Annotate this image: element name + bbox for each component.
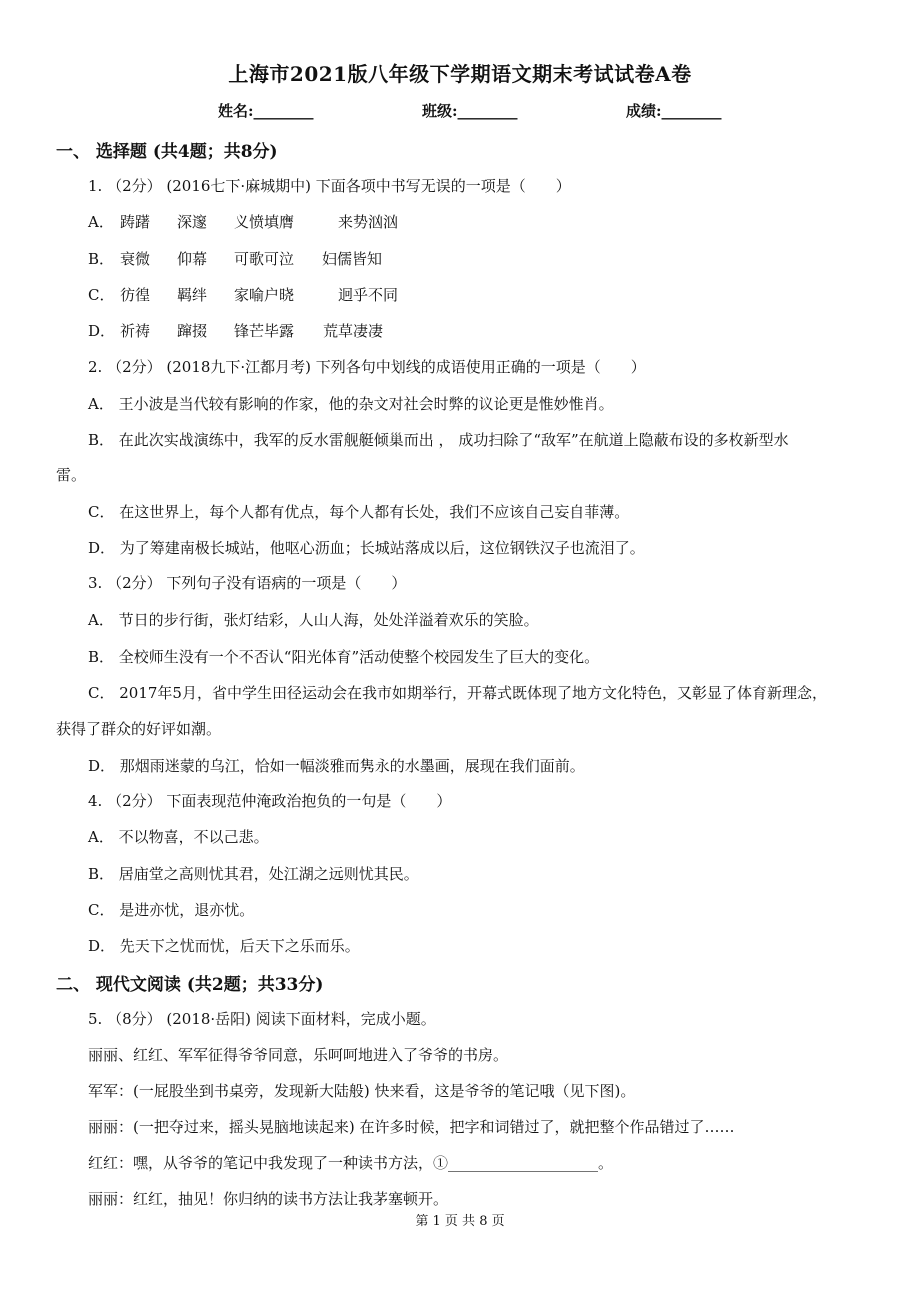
question-1-option-b bbox=[88, 248, 382, 269]
question-4-option-c: C． 是进亦忧，退亦忧。 bbox=[88, 901, 255, 919]
question-5-stem: 5. （8分） (2018·岳阳) 阅读下面材料，完成小题。 bbox=[88, 1010, 436, 1028]
option-letter: C． bbox=[88, 286, 115, 304]
passage-line: 丽丽：(一把夺过来，摇头晃脑地读起来) 在许多时候，把字和词错过了，就把整个作品错过了…… bbox=[88, 1118, 735, 1136]
question-3-option-c: C． 2017年5月，省中学生田径运动会在我市如期举行，开幕式既体现了地方文化特色，又彰显了体育新理念， bbox=[88, 684, 827, 702]
question-2-stem: 2. （2分） (2018九下·江都月考) 下列各句中划线的成语使用正确的一项是（ ） bbox=[88, 358, 646, 376]
question-1-stem: 1. （2分） (2016七下·麻城期中) 下面各项中书写无误的一项是（ ） bbox=[88, 177, 571, 195]
question-2-option-c: C． 在这世界上，每个人都有优点，每个人都有长处，我们不应该自己妄自菲薄。 bbox=[88, 503, 630, 521]
question-1-option-d bbox=[88, 320, 383, 341]
option-letter: D． bbox=[88, 322, 116, 340]
option-word: 义愤填膺 bbox=[234, 213, 295, 231]
section-heading-reading: 二、 现代文阅读 (共2题；共33分) bbox=[56, 975, 324, 995]
question-1-option-c bbox=[88, 284, 398, 305]
option-word: 来势汹汹 bbox=[338, 213, 399, 231]
page-title: 上海市2021版八年级下学期语文期末考试试卷A卷 bbox=[228, 62, 692, 86]
question-4-option-a: A． 不以物喜，不以己悲。 bbox=[88, 828, 269, 846]
option-word: 衰微 bbox=[120, 250, 151, 268]
name-field: 姓名:________ bbox=[218, 102, 314, 120]
question-1-option-a bbox=[88, 211, 398, 232]
question-2-option-b-cont: 雷。 bbox=[56, 466, 87, 484]
question-3-option-d: D． 那烟雨迷蒙的乌江，恰如一幅淡雅而隽永的水墨画，展现在我们面前。 bbox=[88, 757, 585, 775]
score-field: 成绩:________ bbox=[626, 102, 722, 120]
question-4-stem: 4. （2分） 下面表现范仲淹政治抱负的一句是（ ） bbox=[88, 792, 452, 810]
question-3-option-c-cont: 获得了群众的好评如潮。 bbox=[56, 720, 222, 738]
option-letter: A． bbox=[88, 213, 114, 231]
option-word: 踌躇 bbox=[120, 213, 151, 231]
page-footer: 第 1 页 共 8 页 bbox=[415, 1214, 505, 1229]
question-2-option-b: B． 在此次实战演练中，我军的反水雷舰艇倾巢而出 ， 成功扫除了“敌军”在航道上隐蔽布设的多枚新型水 bbox=[88, 431, 789, 449]
question-3-option-b: B． 全校师生没有一个不否认“阳光体育”活动使整个校园发生了巨大的变化。 bbox=[88, 648, 600, 666]
option-word: 祈祷 bbox=[120, 322, 151, 340]
passage-line: 丽丽：红红，抽见！你归纳的读书方法让我茅塞顿开。 bbox=[88, 1190, 449, 1208]
question-4-option-d: D． 先天下之忧而忧，后天下之乐而乐。 bbox=[88, 937, 360, 955]
option-word: 妇儒皆知 bbox=[322, 250, 383, 268]
question-3-stem: 3. （2分） 下列句子没有语病的一项是（ ） bbox=[88, 574, 407, 592]
class-field: 班级:________ bbox=[422, 102, 518, 120]
option-letter: B． bbox=[88, 250, 115, 268]
option-word: 蹿掇 bbox=[177, 322, 208, 340]
section-heading-choice: 一、 选择题 (共4题；共8分) bbox=[56, 142, 278, 162]
question-2-option-a: A． 王小波是当代较有影响的作家，他的杂文对社会时弊的议论更是惟妙惟肖。 bbox=[88, 395, 614, 413]
passage-line: 红红：嘿，从爷爷的笔记中我发现了一种读书方法，①____________________。 bbox=[88, 1154, 614, 1172]
option-word: 家喻户晓 bbox=[234, 286, 295, 304]
question-4-option-b: B． 居庙堂之高则忧其君，处江湖之远则忧其民。 bbox=[88, 865, 419, 883]
question-2-option-d: D． 为了筹建南极长城站，他呕心沥血；长城站落成以后，这位钢铁汉子也流泪了。 bbox=[88, 539, 645, 557]
option-word: 荒草凄凄 bbox=[323, 322, 384, 340]
option-word: 彷徨 bbox=[120, 286, 151, 304]
option-word: 深邃 bbox=[177, 213, 208, 231]
passage-line: 丽丽、红红、军军征得爷爷同意，乐呵呵地进入了爷爷的书房。 bbox=[88, 1046, 509, 1064]
option-word: 仰幕 bbox=[177, 250, 208, 268]
question-3-option-a: A． 节日的步行街，张灯结彩，人山人海，处处洋溢着欢乐的笑脸。 bbox=[88, 611, 539, 629]
option-word: 羁绊 bbox=[177, 286, 208, 304]
option-word: 锋芒毕露 bbox=[234, 322, 295, 340]
passage-line: 军军：(一屁股坐到书桌旁，发现新大陆般) 快来看，这是爷爷的笔记哦（见下图)。 bbox=[88, 1082, 636, 1100]
option-word: 迥乎不同 bbox=[338, 286, 399, 304]
option-word: 可歌可泣 bbox=[234, 250, 295, 268]
